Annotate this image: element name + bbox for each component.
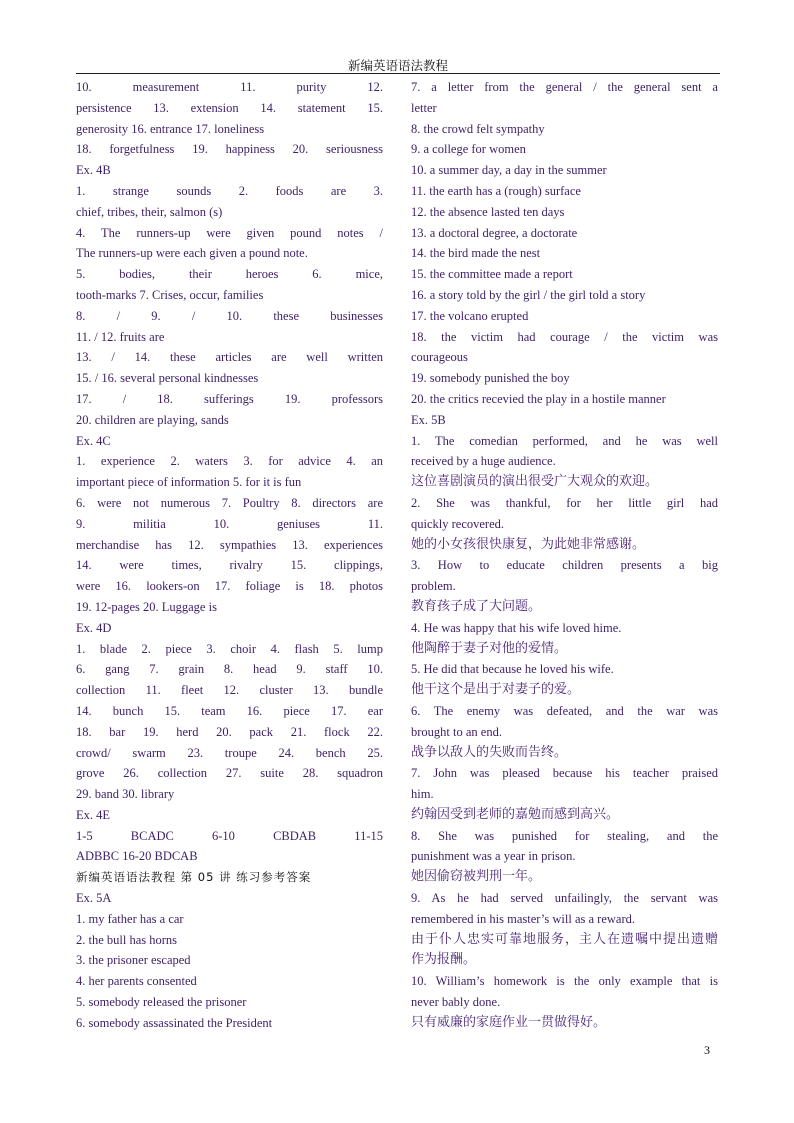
chinese-translation: 约翰因受到老师的嘉勉而感到高兴。 <box>411 806 620 822</box>
text-line: 1-5 BCADC 6-10 CBDAB 11-15 <box>76 828 383 843</box>
text-line: The runners-up were each given a pound note. <box>76 246 308 261</box>
text-line: him. <box>411 787 434 802</box>
text-line: 14. bunch 15. team 16. piece 17. ear <box>76 703 383 718</box>
exercise-heading: Ex. 4E <box>76 807 111 822</box>
text-line: grove 26. collection 27. suite 28. squadron <box>76 766 383 781</box>
text-line: important piece of information 5. for it is fun <box>76 475 302 490</box>
text-line: 20. the critics recevied the play in a hostile manner <box>411 391 666 406</box>
text-line: 1. blade 2. piece 3. choir 4. flash 5. lump <box>76 641 383 656</box>
text-line: received by a huge audience. <box>411 454 556 469</box>
text-line: 14. the bird made the nest <box>411 246 541 261</box>
text-line: 6. gang 7. grain 8. head 9. staff 10. <box>76 662 383 677</box>
chinese-translation: 他干这个是出于对妻子的爱。 <box>411 682 581 698</box>
text-line: 4. He was happy that his wife loved hime. <box>411 620 622 635</box>
lesson-title: 新编英语语法教程 第 05 讲 练习参考答案 <box>76 870 312 885</box>
text-line: 15. / 16. several personal kindnesses <box>76 371 259 386</box>
text-line: 17. the volcano erupted <box>411 308 529 323</box>
text-line: 6. were not numerous 7. Poultry 8. directors are <box>76 495 383 510</box>
right-column <box>411 77 718 1034</box>
text-line: 2. She was thankful, for her little girl had <box>411 495 718 510</box>
text-line: 13. / 14. these articles are well written <box>76 350 383 365</box>
text-line: ADBBC 16-20 BDCAB <box>76 849 198 864</box>
text-line: chief, tribes, their, salmon (s) <box>76 204 223 219</box>
text-line: 13. a doctoral degree, a doctorate <box>411 225 578 240</box>
header-rule <box>76 73 720 74</box>
text-line: remembered in his master’s will as a reward. <box>411 911 635 926</box>
exercise-heading: Ex. 4B <box>76 163 111 178</box>
text-line: 4. her parents consented <box>76 974 197 989</box>
text-line: 16. a story told by the girl / the girl told a story <box>411 287 646 302</box>
page-number: 3 <box>704 1043 710 1057</box>
text-line: tooth-marks 7. Crises, occur, families <box>76 287 264 302</box>
text-line: 18. bar 19. herd 20. pack 21. flock 22. <box>76 724 383 739</box>
exercise-heading: Ex. 4C <box>76 433 111 448</box>
chinese-translation: 只有威廉的家庭作业一贯做得好。 <box>411 1014 607 1030</box>
text-line: 17. / 18. sufferings 19. professors <box>76 391 383 406</box>
text-line: 15. the committee made a report <box>411 267 573 282</box>
text-line: 11. / 12. fruits are <box>76 329 165 344</box>
text-line: 9. militia 10. geniuses 11. <box>76 516 383 531</box>
exercise-heading: Ex. 5B <box>411 412 446 427</box>
text-line: 7. a letter from the general / the general sent a <box>411 80 718 94</box>
text-line: generosity 16. entrance 17. loneliness <box>76 121 265 136</box>
text-line: 6. The enemy was defeated, and the war was <box>411 703 718 718</box>
text-line: 6. somebody assassinated the President <box>76 1015 273 1030</box>
chinese-translation: 由于仆人忠实可靠地服务，主人在遗嘱中提出遗赠 <box>411 931 718 947</box>
chinese-translation: 战争以敌人的失败而告终。 <box>411 744 568 760</box>
text-line: 10. measurement 11. purity 12. <box>76 80 383 94</box>
text-line: 10. William’s homework is the only example that is <box>411 974 718 989</box>
text-line: merchandise has 12. sympathies 13. experiences <box>76 537 383 552</box>
text-line: 4. The runners-up were given pound notes / <box>76 225 383 240</box>
text-line: 9. a college for women <box>411 142 526 157</box>
text-line: collection 11. fleet 12. cluster 13. bundle <box>76 683 383 698</box>
text-line: 2. the bull has horns <box>76 932 178 947</box>
text-line: 8. She was punished for stealing, and the <box>411 828 718 843</box>
text-line: 18. forgetfulness 19. happiness 20. seriousness <box>76 142 383 157</box>
text-line: 9. As he had served unfailingly, the servant was <box>411 891 718 906</box>
text-line: 20. children are playing, sands <box>76 412 229 427</box>
text-line: 11. the earth has a (rough) surface <box>411 183 581 198</box>
chinese-translation: 作为报酬。 <box>411 952 477 968</box>
text-line: 1. experience 2. waters 3. for advice 4. an <box>76 454 383 469</box>
text-line: problem. <box>411 579 456 594</box>
text-line: 18. the victim had courage / the victim was <box>411 329 718 344</box>
chinese-translation: 教育孩子成了大问题。 <box>411 598 542 614</box>
text-line: 12. the absence lasted ten days <box>411 204 565 219</box>
text-line: were 16. lookers-on 17. foliage is 18. photos <box>76 579 383 594</box>
chinese-translation: 她因偷窃被判刑一年。 <box>411 869 542 885</box>
text-line: 1. The comedian performed, and he was well <box>411 433 718 448</box>
text-line: 3. the prisoner escaped <box>76 953 191 968</box>
text-line: letter <box>411 100 437 115</box>
text-line: courageous <box>411 350 468 365</box>
chinese-translation: 她的小女孩很快康复，为此她非常感谢。 <box>411 536 646 552</box>
text-line: 14. were times, rivalry 15. clippings, <box>76 558 383 573</box>
exercise-heading: Ex. 4D <box>76 620 112 635</box>
text-line: 8. the crowd felt sympathy <box>411 121 545 136</box>
text-line: quickly recovered. <box>411 516 505 531</box>
text-line: brought to an end. <box>411 724 502 739</box>
text-line: 7. John was pleased because his teacher praised <box>411 766 718 781</box>
text-line: persistence 13. extension 14. statement 15. <box>76 100 383 115</box>
text-line: 29. band 30. library <box>76 787 175 802</box>
text-line: 5. bodies, their heroes 6. mice, <box>76 267 383 282</box>
text-line: 1. my father has a car <box>76 911 184 926</box>
text-line: crowd/ swarm 23. troupe 24. bench 25. <box>76 745 383 760</box>
text-line: 1. strange sounds 2. foods are 3. <box>76 183 383 198</box>
text-line: 5. somebody released the prisoner <box>76 995 247 1010</box>
text-line: 19. 12-pages 20. Luggage is <box>76 599 217 614</box>
text-line: 10. a summer day, a day in the summer <box>411 163 607 178</box>
text-line: 8. / 9. / 10. these businesses <box>76 308 383 323</box>
running-header: 新编英语语法教程 <box>347 58 448 73</box>
chinese-translation: 他陶醉于妻子对他的爱情。 <box>411 640 568 656</box>
exercise-heading: Ex. 5A <box>76 891 112 906</box>
text-line: 3. How to educate children presents a big <box>411 558 718 573</box>
text-line: 19. somebody punished the boy <box>411 371 570 386</box>
chinese-translation: 这位喜剧演员的演出很受广大观众的欢迎。 <box>411 474 659 490</box>
text-line: 5. He did that because he loved his wife. <box>411 662 614 677</box>
text-line: never bably done. <box>411 995 501 1010</box>
left-column <box>76 77 383 1034</box>
text-line: punishment was a year in prison. <box>411 849 576 864</box>
